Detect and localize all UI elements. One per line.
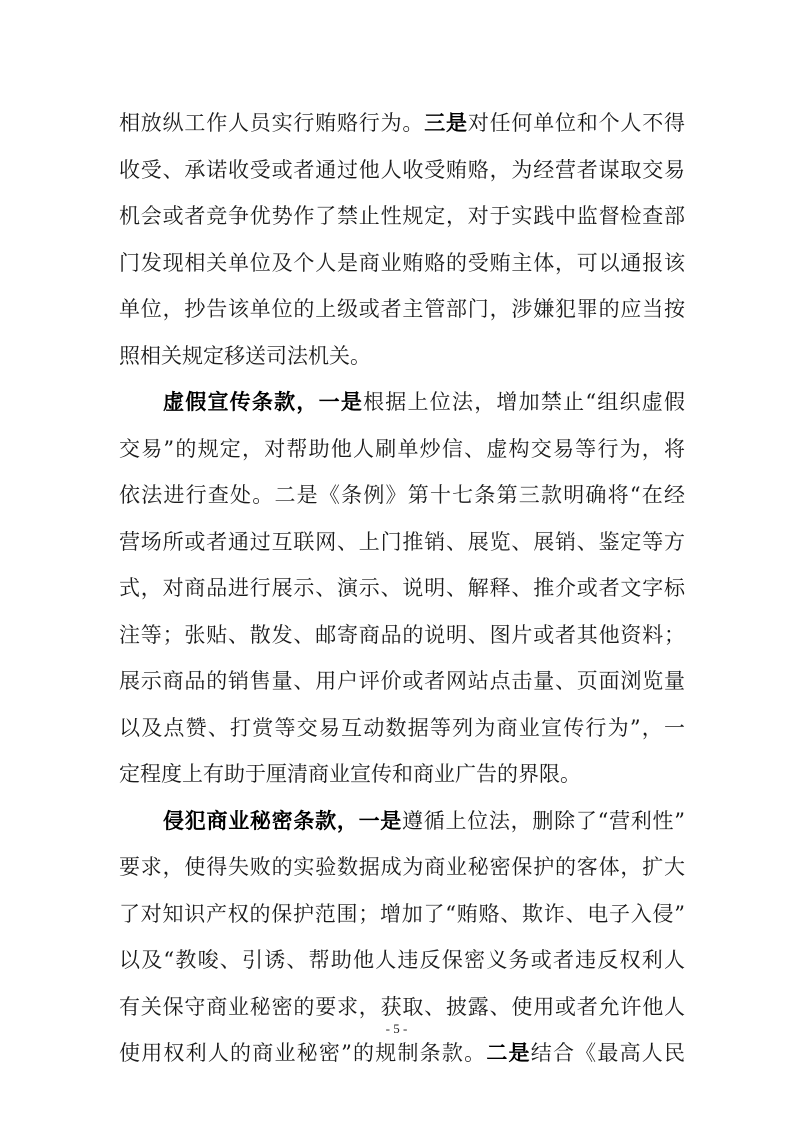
text-segment: 机会或者竞争优势作了禁止性规定，对于实践中监督检查部 — [119, 204, 685, 228]
text-line — [119, 891, 685, 938]
text-line — [119, 937, 685, 984]
text-segment: 结合《最高人民 — [530, 1041, 686, 1065]
text-line — [119, 193, 685, 240]
text-segment: 以及点赞、打赏等交易互动数据等列为商业宣传行为”，一 — [119, 715, 685, 740]
text-line — [119, 100, 685, 147]
text-segment: 相放纵工作人员实行贿赂行为。 — [119, 111, 425, 135]
text-line — [119, 379, 685, 426]
text-segment: 注等；张贴、散发、邮寄商品的说明、图片或者其他资料； — [119, 622, 685, 647]
text-line — [119, 565, 685, 612]
text-line — [119, 658, 685, 705]
text-segment: 照相关规定移送司法机关。 — [119, 343, 371, 368]
text-segment: 对任何单位和个人不得 — [467, 111, 686, 135]
text-line — [119, 472, 685, 519]
text-segment: 收受、承诺收受或者通过他人收受贿赂，为经营者谋取交易 — [119, 157, 685, 182]
text-segment: 有关保守商业秘密的要求，获取、披露、使用或者允许他人 — [119, 994, 685, 1019]
text-line — [119, 612, 685, 659]
text-line — [119, 705, 685, 752]
bold-segment: 二是 — [486, 1041, 531, 1065]
text-line — [119, 286, 685, 333]
text-segment: 根据上位法，增加禁止“组织虚假 — [363, 390, 685, 414]
text-segment: 以及“教唆、引诱、帮助他人违反保密义务或者违反权利人 — [119, 948, 685, 972]
text-segment: 遵循上位法，删除了“营利性” — [402, 808, 685, 833]
text-segment: 门发现相关单位及个人是商业贿赂的受贿主体，可以通报该 — [119, 250, 685, 275]
text-segment: 单位，抄告该单位的上级或者主管部门，涉嫌犯罪的应当按 — [119, 297, 685, 321]
text-segment: 展示商品的销售量、用户评价或者网站点击量、页面浏览量 — [119, 669, 685, 693]
text-line — [119, 333, 685, 380]
text-line — [119, 751, 685, 798]
text-line — [119, 844, 685, 891]
text-line — [119, 426, 685, 473]
bold-segment: 侵犯商业秘密条款，一是 — [163, 808, 403, 833]
text-segment: 定程度上有助于厘清商业宣传和商业广告的界限。 — [119, 762, 581, 786]
text-segment: 营场所或者通过互联网、上门推销、展览、展销、鉴定等方 — [119, 529, 685, 554]
text-segment: 要求，使得失败的实验数据成为商业秘密保护的客体，扩大 — [119, 855, 685, 879]
text-segment: 了对知识产权的保护范围；增加了“贿赂、欺诈、电子入侵” — [119, 901, 685, 926]
text-segment: 依法进行查处。二是《条例》第十七条第三款明确将“在经 — [119, 483, 685, 507]
text-line — [119, 519, 685, 566]
text-segment: 式，对商品进行展示、演示、说明、解释、推介或者文字标 — [119, 576, 685, 600]
page-number: - 5 - — [385, 1021, 408, 1036]
document-body — [119, 100, 685, 1077]
text-line — [119, 147, 685, 194]
text-segment: 交易”的规定，对帮助他人刷单炒信、虚构交易等行为，将 — [119, 436, 685, 461]
text-line — [119, 798, 685, 845]
text-segment: 使用权利人的商业秘密”的规制条款。 — [119, 1041, 487, 1065]
bold-segment: 虚假宣传条款，一是 — [163, 390, 364, 414]
bold-segment: 三是 — [424, 111, 468, 135]
text-line — [119, 240, 685, 287]
